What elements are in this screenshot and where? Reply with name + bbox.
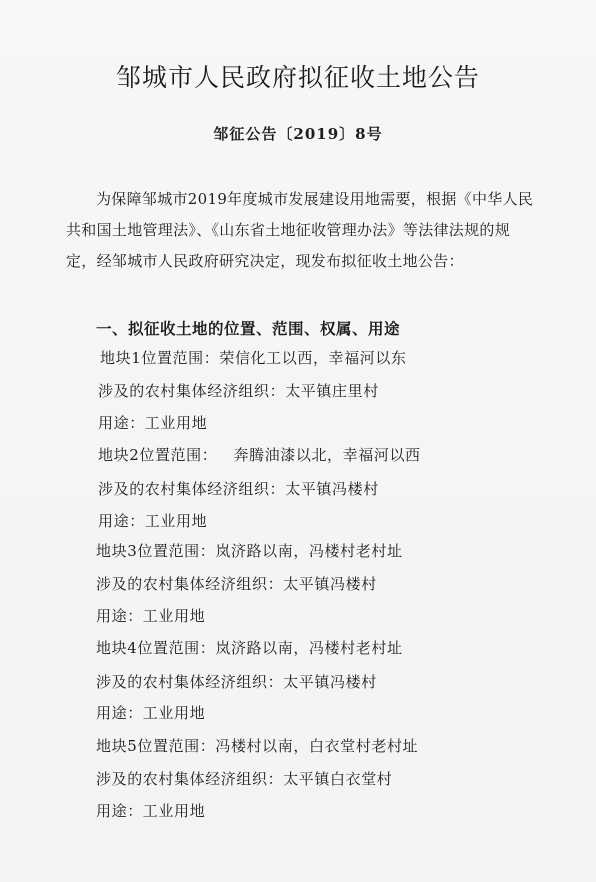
- plot-1-use: 用途：工业用地: [98, 414, 208, 432]
- plot-1-owner: 涉及的农村集体经济组织：太平镇庄里村: [98, 382, 379, 400]
- section-heading-location: 一、拟征收土地的位置、范围、权属、用途: [96, 320, 401, 338]
- plot-2-owner: 涉及的农村集体经济组织：太平镇冯楼村: [98, 480, 379, 498]
- plot-2-use: 用途：工业用地: [98, 512, 208, 530]
- plot-3-use: 用途：工业用地: [96, 607, 206, 625]
- plot-2-location: 地块2位置范围： 奔腾油漆以北，幸福河以西: [98, 446, 421, 464]
- document-number: 邹征公告〔2019〕8号: [213, 125, 383, 143]
- plot-4-owner: 涉及的农村集体经济组织：太平镇冯楼村: [96, 673, 377, 691]
- plot-4-location: 地块4位置范围：岚济路以南，冯楼村老村址: [96, 639, 403, 657]
- intro-paragraph: 为保障邹城市2019年度城市发展建设用地需要，根据《中华人民共和国土地管理法》、《山东省土地征收管理办法》等法律法规的规定，经邹城市人民政府研究决定，现发布拟征收土地公告：: [66, 190, 534, 270]
- plot-4-use: 用途：工业用地: [96, 704, 206, 722]
- plot-3-owner: 涉及的农村集体经济组织：太平镇冯楼村: [96, 575, 377, 593]
- plot-5-location: 地块5位置范围：冯楼村以南，白衣堂村老村址: [96, 737, 419, 755]
- plot-5-use: 用途：工业用地: [96, 802, 206, 820]
- plot-1-location: 地块1位置范围：荣信化工以西，幸福河以东: [100, 349, 407, 367]
- document-title: 邹城市人民政府拟征收土地公告: [115, 63, 480, 92]
- plot-5-owner: 涉及的农村集体经济组织：太平镇白衣堂村: [96, 770, 393, 788]
- plot-3-location: 地块3位置范围：岚济路以南，冯楼村老村址: [96, 542, 403, 560]
